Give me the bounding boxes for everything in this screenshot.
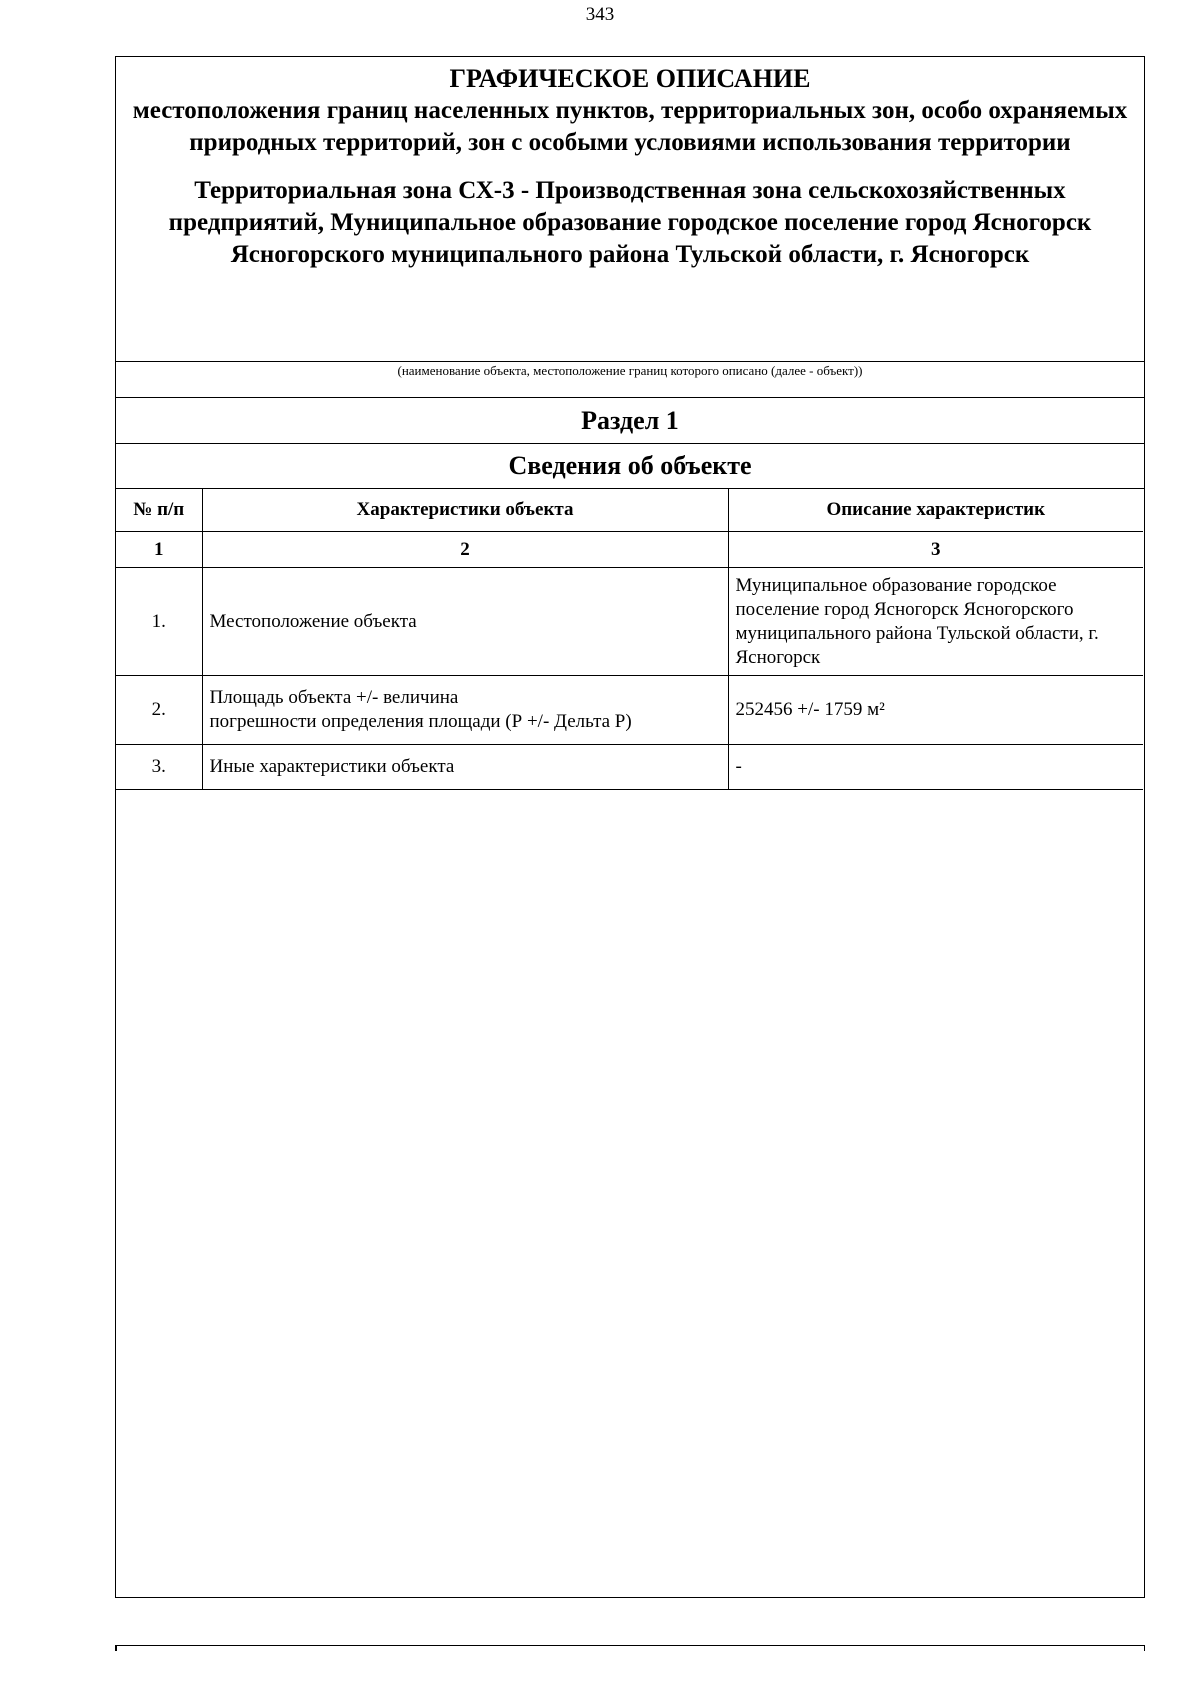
column-header-number: № п/п <box>116 488 202 532</box>
row-description: - <box>728 745 1143 790</box>
row-characteristic-line: погрешности определения площади (Р +/- Дельта Р) <box>209 711 632 732</box>
table-header-row <box>116 488 1143 532</box>
row-number: 1. <box>116 568 202 676</box>
column-number: 2 <box>202 532 728 568</box>
row-number: 3. <box>116 745 202 790</box>
row-characteristic <box>202 676 728 745</box>
column-number: 1 <box>116 532 202 568</box>
document-subtitle: местоположения границ населенных пунктов, территориальных зон, особо охраняемых природных территорий, зон с особыми условиями использования территории <box>132 97 1128 156</box>
object-info-table <box>116 488 1143 790</box>
column-number: 3 <box>728 532 1143 568</box>
row-characteristic: Местоположение объекта <box>202 568 728 676</box>
column-header-characteristic: Характеристики объекта <box>202 488 728 532</box>
document-frame <box>115 56 1145 1598</box>
table-row <box>116 568 1143 676</box>
row-description: 252456 +/- 1759 м² <box>728 676 1143 745</box>
section-number: Раздел 1 <box>116 398 1144 444</box>
section-title: Сведения об объекте <box>116 443 1144 489</box>
object-name-caption: (наименование объекта, местоположение границ которого описано (далее - объект)) <box>116 361 1144 398</box>
row-number: 2. <box>116 676 202 745</box>
table-row <box>116 676 1143 745</box>
title-block <box>116 57 1144 362</box>
row-characteristic: Иные характеристики объекта <box>202 745 728 790</box>
object-name: Территориальная зона СХ-3 - Производственная зона сельскохозяйственных предприятий, Муниципальное образование городское поселение город Ясногорск Ясногорского муниципального района Тульской области, г. Ясногорск <box>168 177 1092 268</box>
next-page-border <box>115 1645 1145 1646</box>
row-description: Муниципальное образование городское поселение город Ясногорск Ясногорского муниципального района Тульской области, г. Ясногорск <box>728 568 1143 676</box>
page-number: 343 <box>585 4 615 25</box>
column-number-row <box>116 532 1143 568</box>
column-header-description: Описание характеристик <box>728 488 1143 532</box>
row-characteristic-line: Площадь объекта +/- величина <box>209 687 459 708</box>
table-row <box>116 745 1143 790</box>
document-title: ГРАФИЧЕСКОЕ ОПИСАНИЕ <box>449 64 811 93</box>
